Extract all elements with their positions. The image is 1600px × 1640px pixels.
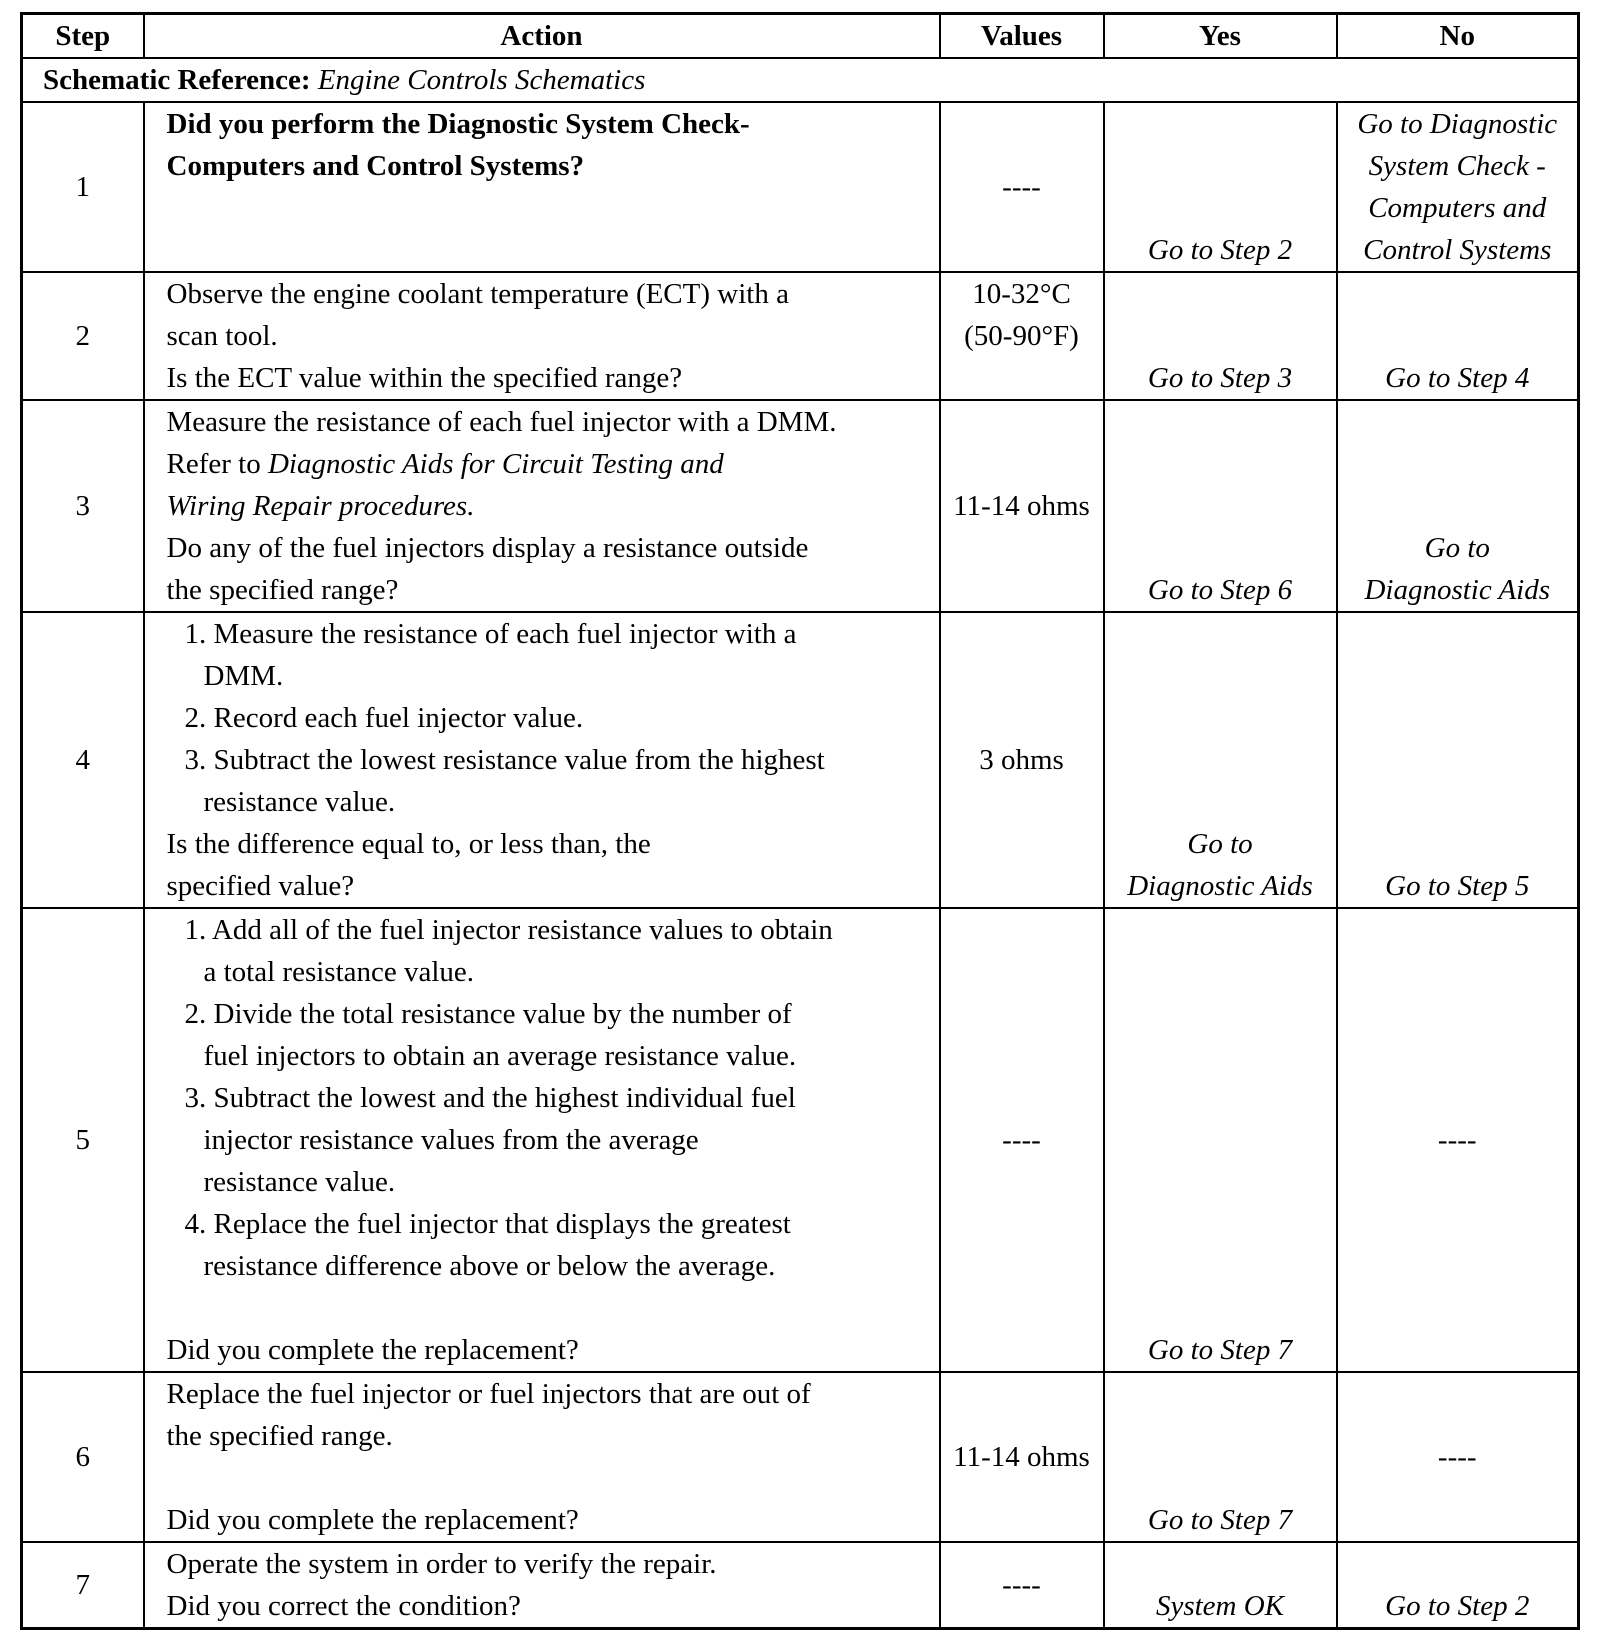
action-list xyxy=(167,613,933,823)
no-link[interactable]: Go to Step 2 xyxy=(1337,1542,1579,1629)
action-line: Is the ECT value within the specified range? xyxy=(166,362,683,394)
yes-link[interactable]: Go to Step 7 xyxy=(1104,908,1337,1372)
yes-link[interactable]: Go to Step 2 xyxy=(1104,102,1337,272)
value-cell: ---- xyxy=(940,1542,1104,1629)
table-row xyxy=(22,102,1579,272)
no-link[interactable] xyxy=(1337,400,1579,612)
value-cell xyxy=(940,272,1104,400)
table-row xyxy=(22,1372,1579,1542)
action-line: Operate the system in order to verify the repair. xyxy=(166,1548,717,1580)
table-row xyxy=(22,908,1579,1372)
yes-link[interactable]: Go to Step 7 xyxy=(1104,1372,1337,1542)
diagnostic-aids-link[interactable]: Diagnostic Aids for Circuit Testing and xyxy=(267,448,724,480)
list-item xyxy=(167,1077,933,1203)
list-item-text: 2. Record each fuel injector value. xyxy=(184,702,584,734)
no-link-line: Control Systems xyxy=(1363,234,1552,266)
no-link[interactable]: Go to Step 5 xyxy=(1337,612,1579,908)
step-number: 4 xyxy=(22,612,144,908)
yes-link[interactable]: Go to Step 3 xyxy=(1104,272,1337,400)
value-cell: ---- xyxy=(940,908,1104,1372)
action-cell xyxy=(144,400,940,612)
action-question: Did you complete the replacement? xyxy=(166,1334,579,1366)
yes-link[interactable]: Go to Step 6 xyxy=(1104,400,1337,612)
header-yes: Yes xyxy=(1104,14,1337,59)
table-row xyxy=(22,400,1579,612)
no-link-line: System Check - xyxy=(1368,150,1546,182)
yes-link-line: Go to xyxy=(1187,828,1253,860)
list-item xyxy=(167,613,933,697)
list-item-text: a total resistance value. xyxy=(203,956,475,988)
step-number: 5 xyxy=(22,908,144,1372)
no-link-line: Go to Diagnostic xyxy=(1357,108,1558,140)
list-item-text: fuel injectors to obtain an average resistance value. xyxy=(203,1040,797,1072)
spacer xyxy=(167,1287,933,1329)
diagnostic-aids-link-cont[interactable]: Wiring Repair procedures. xyxy=(166,490,475,522)
value-line: 10-32°C xyxy=(972,278,1071,310)
action-question: specified value? xyxy=(166,870,355,902)
action-question: Is the difference equal to, or less than, the xyxy=(166,828,651,860)
diagnostic-table-wrapper xyxy=(20,12,1580,1630)
action-cell xyxy=(144,1372,940,1542)
action-cell xyxy=(144,1542,940,1629)
diagnostic-table xyxy=(20,12,1580,1630)
header-row xyxy=(22,14,1579,59)
list-item xyxy=(167,909,933,993)
action-line: Replace the fuel injector or fuel injectors that are out of xyxy=(166,1378,811,1410)
yes-link-line: Diagnostic Aids xyxy=(1127,870,1313,902)
list-item-text: resistance value. xyxy=(203,786,396,818)
no-value: ---- xyxy=(1337,1372,1579,1542)
action-line xyxy=(167,443,933,485)
action-cell xyxy=(144,612,940,908)
yes-link[interactable]: System OK xyxy=(1104,1542,1337,1629)
schematic-label: Schematic Reference: xyxy=(43,64,311,96)
no-link[interactable]: Go to Step 4 xyxy=(1337,272,1579,400)
action-refer-prefix: Refer to xyxy=(166,448,268,480)
list-item-text: 3. Subtract the lowest resistance value from the highest xyxy=(184,744,825,776)
action-line: the specified range. xyxy=(166,1420,393,1452)
step-number: 1 xyxy=(22,102,144,272)
action-question: Did you complete the replacement? xyxy=(166,1504,579,1536)
step-number: 3 xyxy=(22,400,144,612)
list-item xyxy=(167,697,933,739)
list-item-text: resistance value. xyxy=(203,1166,396,1198)
no-value: ---- xyxy=(1337,908,1579,1372)
table-row xyxy=(22,1542,1579,1629)
header-values: Values xyxy=(940,14,1104,59)
action-question: the specified range? xyxy=(166,574,399,606)
action-cell xyxy=(144,272,940,400)
list-item-text: 1. Measure the resistance of each fuel injector with a xyxy=(184,618,797,650)
no-link-line: Computers and xyxy=(1368,192,1547,224)
no-link[interactable] xyxy=(1337,102,1579,272)
action-line: Did you perform the Diagnostic System Check- xyxy=(166,108,750,140)
action-cell xyxy=(144,908,940,1372)
no-link-line: Diagnostic Aids xyxy=(1364,574,1551,606)
list-item-text: 1. Add all of the fuel injector resistance values to obtain xyxy=(184,914,833,946)
step-number: 7 xyxy=(22,1542,144,1629)
list-item-text: DMM. xyxy=(203,660,284,692)
value-cell: ---- xyxy=(940,102,1104,272)
header-no: No xyxy=(1337,14,1579,59)
no-link-line: Go to xyxy=(1424,532,1490,564)
value-cell: 11-14 ohms xyxy=(940,1372,1104,1542)
action-line: Computers and Control Systems? xyxy=(166,150,585,182)
header-step: Step xyxy=(22,14,144,59)
list-item-text: 3. Subtract the lowest and the highest individual fuel xyxy=(184,1082,796,1114)
action-line: Measure the resistance of each fuel injector with a DMM. xyxy=(166,406,837,438)
step-number: 6 xyxy=(22,1372,144,1542)
list-item xyxy=(167,1203,933,1287)
schematic-row xyxy=(22,58,1579,102)
yes-link[interactable] xyxy=(1104,612,1337,908)
value-line: (50-90°F) xyxy=(964,320,1079,352)
step-number: 2 xyxy=(22,272,144,400)
action-question: Do any of the fuel injectors display a resistance outside xyxy=(166,532,809,564)
value-cell: 11-14 ohms xyxy=(940,400,1104,612)
action-list xyxy=(167,909,933,1287)
header-action: Action xyxy=(144,14,940,59)
table-row xyxy=(22,272,1579,400)
action-line: scan tool. xyxy=(166,320,278,352)
list-item-text: 2. Divide the total resistance value by the number of xyxy=(184,998,792,1030)
action-cell xyxy=(144,102,940,272)
list-item-text: resistance difference above or below the average. xyxy=(203,1250,776,1282)
list-item-text: 4. Replace the fuel injector that displays the greatest xyxy=(184,1208,791,1240)
list-item xyxy=(167,739,933,823)
schematic-reference xyxy=(22,58,1579,102)
list-item xyxy=(167,993,933,1077)
list-item-text: injector resistance values from the average xyxy=(203,1124,699,1156)
action-line: Observe the engine coolant temperature (ECT) with a xyxy=(166,278,789,310)
value-cell: 3 ohms xyxy=(940,612,1104,908)
schematic-link[interactable]: Engine Controls Schematics xyxy=(317,64,646,96)
spacer xyxy=(167,1457,933,1499)
action-line: Did you correct the condition? xyxy=(166,1590,521,1622)
table-row xyxy=(22,612,1579,908)
